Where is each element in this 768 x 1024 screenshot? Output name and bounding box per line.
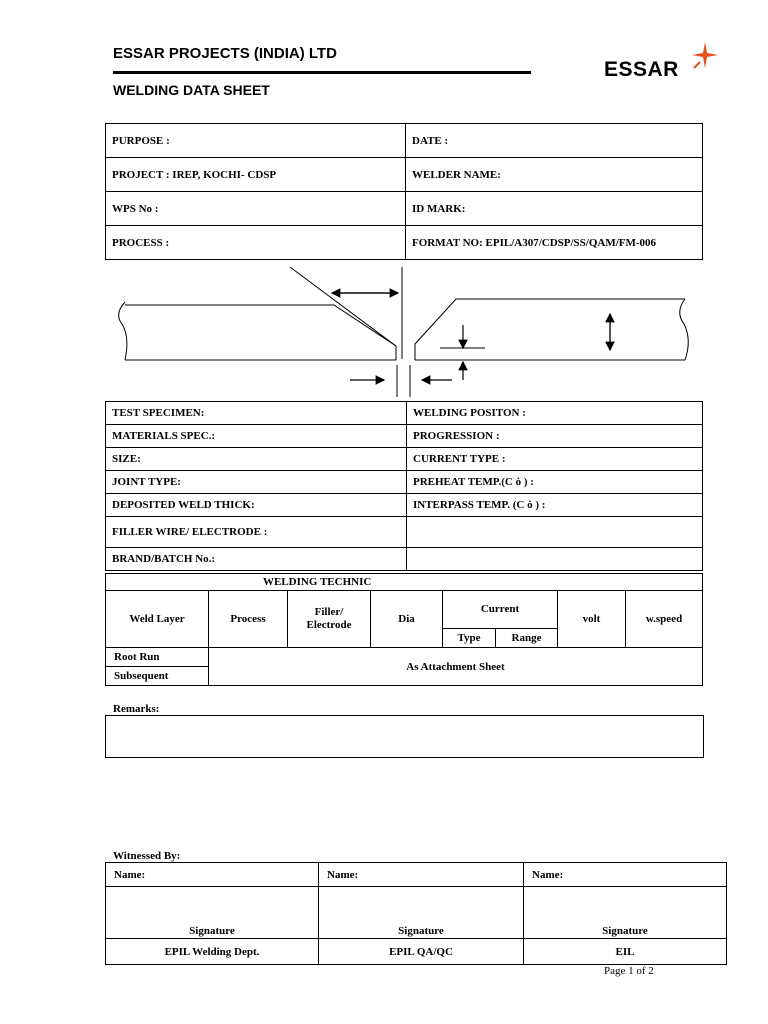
specimen-table bbox=[105, 401, 703, 571]
filler-wire-value-cell[interactable] bbox=[407, 517, 703, 548]
department-cell: EPIL QA/QC bbox=[319, 939, 524, 965]
preheat-temp-cell[interactable]: PREHEAT TEMP.(C ȯ ) : bbox=[407, 471, 703, 494]
header-rule bbox=[113, 71, 531, 74]
format-no-cell: FORMAT NO: EPIL/A307/CDSP/SS/QAM/FM-006 bbox=[406, 226, 703, 260]
table-row bbox=[106, 448, 703, 471]
range-header: Range bbox=[496, 628, 558, 647]
witness-name-cell[interactable]: Name: bbox=[319, 863, 524, 887]
joint-diagram bbox=[100, 262, 710, 397]
table-row bbox=[106, 494, 703, 517]
current-header: Current bbox=[443, 591, 558, 629]
table-row bbox=[106, 471, 703, 494]
table-row bbox=[106, 517, 703, 548]
table-row bbox=[106, 863, 727, 887]
materials-spec-cell[interactable]: MATERIALS SPEC.: bbox=[106, 425, 407, 448]
date-cell[interactable]: DATE : bbox=[406, 124, 703, 158]
logo-star-icon bbox=[690, 40, 720, 80]
filler-wire-cell[interactable]: FILLER WIRE/ ELECTRODE : bbox=[106, 517, 407, 548]
wspeed-header: w.speed bbox=[626, 591, 703, 648]
test-specimen-cell[interactable]: TEST SPECIMEN: bbox=[106, 402, 407, 425]
logo-wordmark: ESSAR bbox=[604, 58, 679, 81]
table-row bbox=[106, 648, 703, 667]
welder-name-cell[interactable]: WELDER NAME: bbox=[406, 158, 703, 192]
welding-technic-title: WELDING TECHNIC bbox=[106, 574, 703, 591]
attachment-cell: As Attachment Sheet bbox=[209, 648, 703, 686]
wps-no-cell[interactable]: WPS No : bbox=[106, 192, 406, 226]
witnessed-by-label: Witnessed By: bbox=[113, 850, 181, 862]
root-run-cell: Root Run bbox=[106, 648, 209, 667]
witness-table bbox=[105, 862, 727, 965]
project-cell[interactable]: PROJECT : IREP, KOCHI- CDSP bbox=[106, 158, 406, 192]
joint-type-cell[interactable]: JOINT TYPE: bbox=[106, 471, 407, 494]
department-cell: EIL bbox=[524, 939, 727, 965]
table-row bbox=[106, 158, 703, 192]
signature-cell[interactable]: Signature bbox=[106, 887, 319, 939]
table-row bbox=[106, 192, 703, 226]
essar-logo bbox=[600, 40, 720, 85]
table-row bbox=[106, 548, 703, 571]
table-row bbox=[106, 402, 703, 425]
signature-cell[interactable]: Signature bbox=[319, 887, 524, 939]
signature-cell[interactable]: Signature bbox=[524, 887, 727, 939]
remarks-label: Remarks: bbox=[113, 703, 160, 715]
interpass-temp-cell[interactable]: INTERPASS TEMP. (C ȯ ) : bbox=[407, 494, 703, 517]
page-number: Page 1 of 2 bbox=[604, 965, 654, 977]
process-cell[interactable]: PROCESS : bbox=[106, 226, 406, 260]
company-name: ESSAR PROJECTS (INDIA) LTD bbox=[113, 45, 337, 62]
volt-header: volt bbox=[558, 591, 626, 648]
department-cell: EPIL Welding Dept. bbox=[106, 939, 319, 965]
witness-name-cell[interactable]: Name: bbox=[524, 863, 727, 887]
remarks-input[interactable] bbox=[105, 715, 704, 758]
weld-layer-header: Weld Layer bbox=[106, 591, 209, 648]
brand-batch-cell[interactable]: BRAND/BATCH No.: bbox=[106, 548, 407, 571]
table-row bbox=[106, 124, 703, 158]
id-mark-cell[interactable]: ID MARK: bbox=[406, 192, 703, 226]
brand-batch-value-cell[interactable] bbox=[407, 548, 703, 571]
table-row bbox=[106, 887, 727, 939]
table-row bbox=[106, 574, 703, 591]
welding-position-cell[interactable]: WELDING POSITON : bbox=[407, 402, 703, 425]
table-row bbox=[106, 226, 703, 260]
subsequent-cell: Subsequent bbox=[106, 667, 209, 686]
witness-name-cell[interactable]: Name: bbox=[106, 863, 319, 887]
table-row bbox=[106, 425, 703, 448]
process-header: Process bbox=[209, 591, 288, 648]
table-row bbox=[106, 591, 703, 629]
table-row bbox=[106, 939, 727, 965]
dia-header: Dia bbox=[371, 591, 443, 648]
welding-technic-table bbox=[105, 573, 703, 686]
current-type-cell[interactable]: CURRENT TYPE : bbox=[407, 448, 703, 471]
deposited-weld-thick-cell[interactable]: DEPOSITED WELD THICK: bbox=[106, 494, 407, 517]
size-cell[interactable]: SIZE: bbox=[106, 448, 407, 471]
filler-electrode-header: Filler/ Electrode bbox=[288, 591, 371, 648]
purpose-cell[interactable]: PURPOSE : bbox=[106, 124, 406, 158]
progression-cell[interactable]: PROGRESSION : bbox=[407, 425, 703, 448]
info-table bbox=[105, 123, 703, 260]
document-title: WELDING DATA SHEET bbox=[113, 82, 270, 98]
type-header: Type bbox=[443, 628, 496, 647]
